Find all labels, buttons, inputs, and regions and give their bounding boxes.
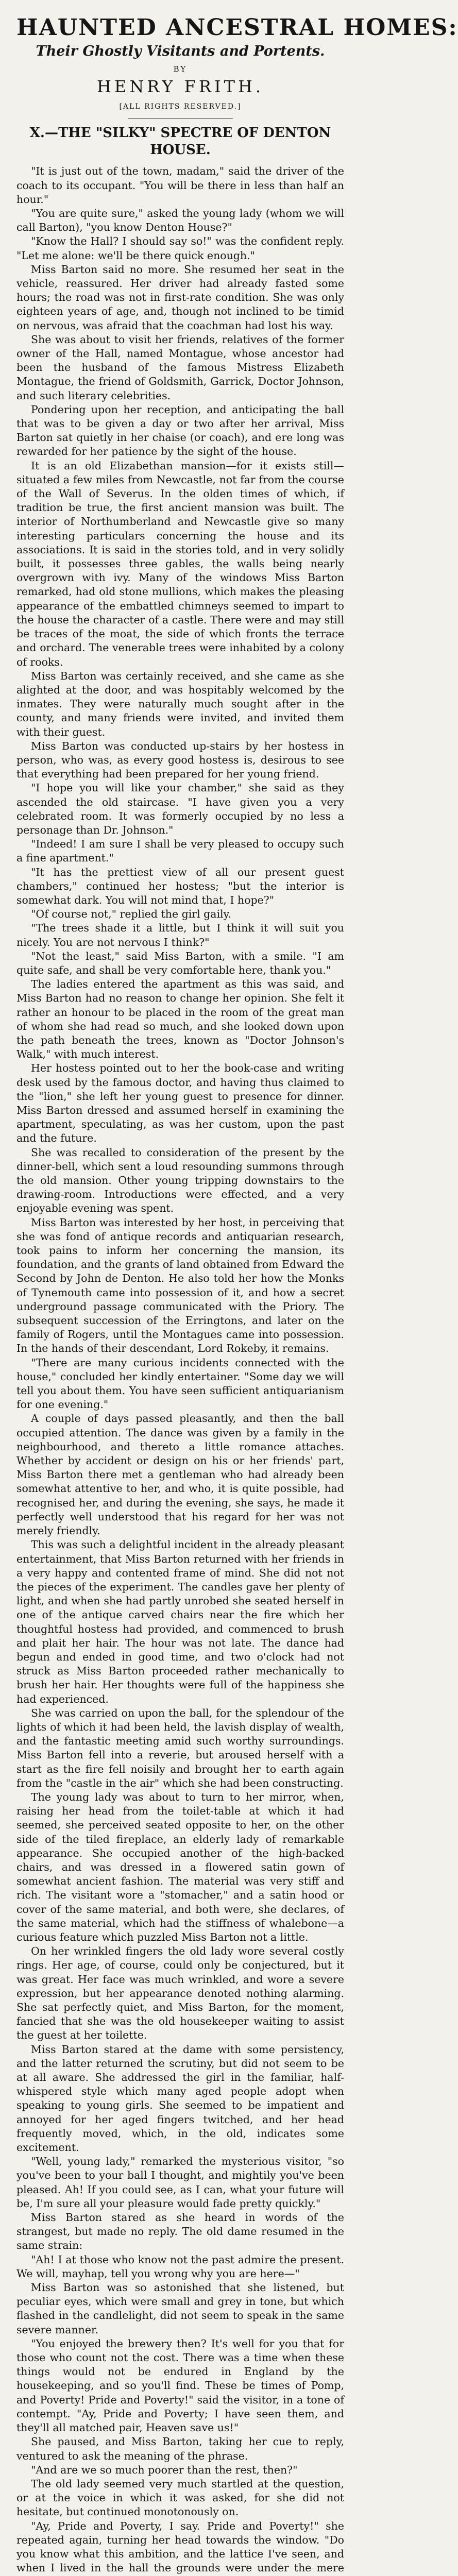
- article-paragraph: The ladies entered the apartment as this was said, and Miss Barton had no reason to change her opinion. She felt it rather an honour to be placed in the room of the great man of whom she had read so much, and she looked down upon the path beneath the trees, known as "Doctor Johnson's Walk," with much interest.: [16, 978, 344, 1061]
- article-paragraph: "And are we so much poorer than the rest, then?": [31, 2463, 298, 2476]
- article-paragraph: She paused, and Miss Barton, taking her cue to reply, ventured to ask the meaning of the phrase.: [16, 2435, 344, 2462]
- article-paragraph: "Of course not," replied the girl gaily.: [31, 908, 231, 921]
- article-paragraph: The old lady seemed very much startled at the question, or at the voice in which it was asked, for she did not hesitate, but continued monotonously on.: [16, 2477, 344, 2518]
- rights-notice: [ALL RIGHTS RESERVED.]: [119, 103, 242, 111]
- article-paragraph: "Ah! I at those who know not the past admire the present. We will, mayhap, tell you wrong why you are here—": [16, 2253, 344, 2280]
- article-body: [16, 164, 344, 2576]
- article-paragraph: Miss Barton stared as she heard in words of the strangest, but made no reply. The old dame resumed in the same strain:: [16, 2211, 344, 2252]
- article-paragraph: She was carried on upon the ball, for the splendour of the lights of which it had been held, the lavish display of wealth, and the fantastic meeting amid such worthy surroundings. Miss Barton fell into a reverie, but aroused herself with a start as the fire fell noisily and brought her to earth again from the "castle in the air" which she had been constructing.: [16, 1706, 344, 1789]
- article-paragraph: She was recalled to consideration of the present by the dinner-bell, which sent a loud resounding summons through the old mansion. Other young tripping downstairs to the drawing-room. Introductions were effected, and a very enjoyable evening was spent.: [16, 1146, 344, 1215]
- article-paragraph: On her wrinkled fingers the old lady wore several costly rings. Her age, of course, could only be conjectured, but it was great. Her face was much wrinkled, and wore a severe expression, but her appearance denoted nothing alarming. She sat perfectly quiet, and Miss Barton, for the moment, fancied that she was the old housekeeper waiting to assist the guest at her toilette.: [16, 1945, 344, 2042]
- article-paragraph: Her hostess pointed out to her the book-case and writing desk used by the famous doctor, and having thus claimed to the "lion," she left her young guest to presence for dinner. Miss Barton dressed and assumed herself in examining the apartment, speculating, as was her custom, upon the past and the future.: [16, 1062, 344, 1145]
- article-paragraph: "It has the prettiest view of all our present guest chambers," continued her hostess; "but the interior is somewhat dark. You will not mind that, I hope?": [16, 866, 344, 906]
- article-paragraph: "I hope you will like your chamber," she said as they ascended the old staircase. "I have given you a very celebrated room. It was formerly occupied by no less a personage than Dr. Johnson.": [16, 782, 344, 836]
- author-name: HENRY FRITH.: [96, 77, 264, 97]
- article-paragraph: Miss Barton said no more. She resumed her seat in the vehicle, reassured. Her driver had already fasted some hours; the road was not in first-rate condition. She was only eighteen years of age, and, though not inclined to be timid on nervous, was afraid that the coachman had lost his way.: [16, 263, 344, 332]
- article-paragraph: "You enjoyed the brewery then? It's well for you that for those who count not the cost. There was a time when these things would not be endured in England by the housekeeping, and so you'll find. These be times of Pomp, and Poverty! Pride and Poverty!" said the visitor, in a tone of contempt. "Ay, Pride and Poverty; I have seen them, and they'll all matched pair, Heaven save us!": [16, 2337, 344, 2434]
- article-paragraph: The young lady was about to turn to her mirror, when, raising her head from the toilet-table at which it had seemed, she perceived seated opposite to her, on the other side of the tiled fireplace, an elderly lady of remarkable appearance. She occupied another of the high-backed chairs, and was dressed in a flowered satin gown of somewhat ancient fashion. The material was very stiff and rich. The visitant wore a "stomacher," and a satin hood or cover of the same material, and both were, she declares, of the same material, which had the stiffness of whalebone—a curious feature which puzzled Miss Barton not a little.: [16, 1790, 344, 1943]
- article-paragraph: Miss Barton was interested by her host, in perceiving that she was fond of antique records and antiquarian research, took pains to inform her concerning the mansion, its foundation, and the grants of land obtained from Edward the Second by John de Denton. He also told her how the Monks of Tynemouth came into possession of it, and how a secret underground passage communicated with the Priory. The subsequent succession of the Erringtons, and later on the family of Rogers, until the Montagues came into possession. In the hands of their descendant, Lord Rokeby, it remains.: [16, 1216, 344, 1355]
- article-paragraph: "Know the Hall? I should say so!" was the confident reply. "Let me alone: we'll be there quick enough.": [16, 235, 344, 262]
- byline: BY: [173, 64, 188, 74]
- article-paragraph: "The trees shade it a little, but I think it will suit you nicely. You are not nervous I think?": [16, 922, 344, 948]
- article-paragraph: "It is just out of the town, madam," said the driver of the coach to its occupant. "You will be there in less than half an hour.": [16, 165, 344, 206]
- article-paragraph: "Ay, Pride and Poverty, I say. Pride and Poverty!" she repeated again, turning her head towards the window. "Do you know what this ambition, and the lattice I've seen, and when I lived in the hall the grounds were under the mere: [16, 2519, 344, 2574]
- article-paragraph: "Indeed! I am sure I shall be very pleased to occupy such a fine apartment.": [16, 838, 344, 865]
- article-paragraph: Miss Barton was conducted up-stairs by her hostess in person, who was, as every good hostess is, desirous to see that everything had been prepared for her young friend.: [16, 739, 344, 781]
- article-paragraph: She was about to visit her friends, relatives of the former owner of the Hall, named Montague, whose ancestor had been the husband of the famous Mistress Elizabeth Montague, the friend of Goldsmith, Garrick, Doctor Johnson, and such literary celebrities.: [16, 333, 344, 402]
- article-paragraph: Miss Barton stared at the dame with some persistency, and the latter returned the scrutiny, but did not seem to be at all aware. She addressed the girl in the familiar, half-whispered style which many aged people adopt when speaking to young girls. She seemed to be impatient and annoyed for her aged fingers twitched, and her head frequently moved, which, in the old, indicates some excitement.: [16, 2043, 344, 2154]
- article-subtitle: Their Ghostly Visitants and Portents.: [36, 43, 325, 60]
- chapter-heading: X.—THE "SILKY" SPECTRE OF DENTON HOUSE.: [29, 125, 331, 158]
- article-paragraph: It is an old Elizabethan mansion—for it exists still—situated a few miles from Newcastle, not far from the course of the Wall of Severus. In the olden times of which, if tradition be true, the first ancient mansion was built. The interior of Northumberland and Newcastle give so many interesting particulars concerning the house and its associations. It is said in the stories told, and in very solidly built, it possesses three gables, the walls being nearly overgrown with ivy. Many of the windows Miss Barton remarked, had old stone mullions, which makes the pleasing appearance of the embattled chimneys seemed to impart to the house the character of a castle. There were and may still be traces of the moat, the side of which fronts the terrace and orchard. The venerable trees were inhabited by a colony of rooks.: [16, 459, 344, 668]
- article-paragraph: A couple of days passed pleasantly, and then the ball occupied attention. The dance was given by a family in the neighbourhood, and thereto a little romance attaches. Whether by accident or design on his or her friends' part, Miss Barton there met a gentleman who had already been somewhat attentive to her, and who, it is quite possible, had recognised her, and during the evening, she says, he made it perfectly well understood that his regard for her was not merely friendly.: [16, 1412, 344, 1537]
- article-title: HAUNTED ANCESTRAL HOMES:: [16, 14, 458, 41]
- article-paragraph: Miss Barton was so astonished that she listened, but peculiar eyes, which were small and grey in tone, but which flashed in the candlelight, did not seem to speak in the same severe manner.: [16, 2281, 344, 2336]
- article-paragraph: "There are many curious incidents connected with the house," concluded her kindly entertainer. "Some day we will tell you about them. You have seen sufficient antiquarianism for one evening.": [16, 1356, 344, 1411]
- article-paragraph: "Well, young lady," remarked the mysterious visitor, "so you've been to your ball I thought, and mightily you've been pleased. Ah! If you could see, as I can, what your future will be, I'm sure all your pleasure would fade pretty quickly.": [16, 2155, 344, 2210]
- article-paragraph: Miss Barton was certainly received, and she came as she alighted at the door, and was hospitably welcomed by the inmates. They were naturally much sought after in the county, and many friends were invited, and invited them with their guest.: [16, 669, 344, 738]
- article-paragraph: This was such a delightful incident in the already pleasant entertainment, that Miss Barton returned with her friends in a very happy and contented frame of mind. She did not not the pieces of the experiment. The candles gave her plenty of light, and when she had partly unrobed she seated herself in one of the antique carved chairs near the fire which her thoughtful hostess had provided, and commenced to brush and plait her hair. The hour was not late. The dance had begun and ended in good time, and two o'clock had not struck as Miss Barton proceeded rather mechanically to brush her hair. Her thoughts were full of the happiness she had experienced.: [16, 1538, 344, 1705]
- article-paragraph: "Not the least," said Miss Barton, with a smile. "I am quite safe, and shall be very comfortable here, thank you.": [16, 950, 344, 976]
- article-paragraph: "You are quite sure," asked the young lady (whom we will call Barton), "you know Denton House?": [16, 207, 344, 234]
- article-paragraph: Pondering upon her reception, and anticipating the ball that was to be given a day or two after her arrival, Miss Barton sat quietly in her chaise (or coach), and ere long was rewarded for her patience by the sight of the house.: [16, 403, 344, 458]
